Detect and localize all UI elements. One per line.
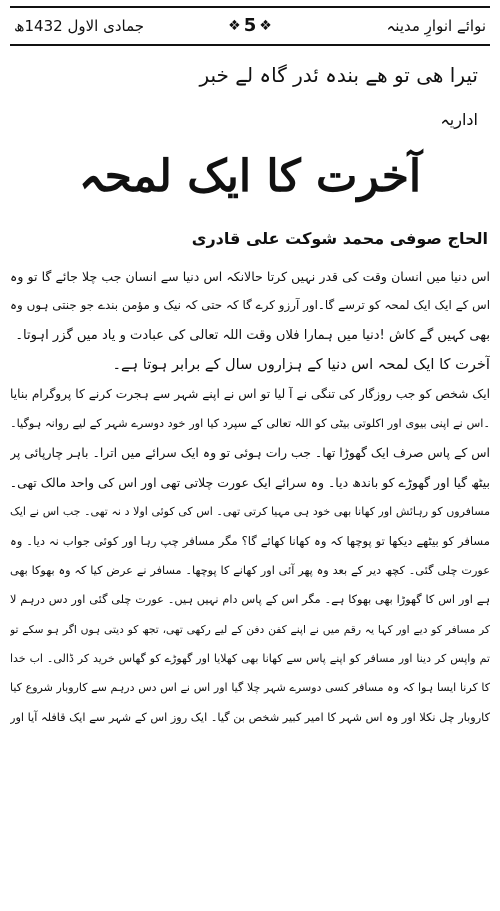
article-body bbox=[10, 262, 490, 732]
body-line: تم واپس کر دینا اور مسافر کو اپنے پاس سے کھانا بھی کھلایا اور گھوڑے کو گھاس خرید کر ڈالی۔ اب خدا bbox=[10, 652, 490, 666]
body-line: اس کے ایک ایک لمحہ کو ترسے گا۔اور آرزو کرے گا کہ حتی کہ نیک و مؤمن بندے جو جنتی ہوں وہ bbox=[10, 298, 490, 313]
verse-line: تیرا ھی تو ھے بندہ ئدر گاہ لے خبر bbox=[199, 63, 478, 87]
ornament-right-icon: ❖ bbox=[259, 18, 272, 34]
page-number: 5 bbox=[243, 15, 257, 36]
body-line: ایک شخص کو جب روزگار کی تنگی نے آ لیا تو اس نے اپنے شہر سے ہجرت کرنے کا پروگرام بنایا bbox=[10, 386, 490, 401]
body-line: اس کے پاس صرف ایک گھوڑا تھا۔ جب رات ہوئی تو وہ ایک سرائے میں اترا۔ باہر چارپائی پر bbox=[10, 445, 490, 461]
body-line: ہے اور اس کا گھوڑا بھی بھوکا ہے۔ مگر اس کے پاس دام نہیں ہیں۔ عورت چلی گئی اور دس درہم لا bbox=[10, 593, 490, 607]
body-line: ۔اس نے اپنی بیوی اور اکلوتی بیٹی کو اللہ تعالی کے سپرد کیا اور خود دوسرے شہر کے لیے روانہ ہوگیا۔ bbox=[10, 416, 490, 430]
body-line: مسافر کو بیٹھے دیکھا تو پوچھا کہ وہ کھانا کھائے گا؟ مگر مسافر چپ رہا اور کوئی جواب نہ دیا۔ وہ bbox=[10, 533, 490, 548]
page-header bbox=[10, 6, 490, 46]
article-author: الحاج صوفی محمد شوکت علی قادری bbox=[191, 229, 488, 248]
body-line: بھی کہیں گے کاش !دنیا میں ہمارا فلاں وقت اللہ تعالی کی عبادت و یاد میں گزر اہوتا۔ bbox=[15, 327, 490, 343]
body-line: کر مسافر کو دیے اور کہا یہ رقم میں نے اپنے کفن دفن کے لیے رکھی تھی، تجھ کو دیتی ہوں اگر ہو سکے تو bbox=[10, 622, 490, 636]
body-line: کاروبار چل نکلا اور وہ اس شہر کا امیر کبیر شخص بن گیا۔ ایک روز اس کے شہر سے ایک قافلہ آیا اور bbox=[10, 710, 490, 724]
body-line: مسافروں کو رہائش اور کھانا بھی خود ہی مہیا کرتی تھی۔ اس کی کوئی اولا د نہ تھی۔ جب اس نے ایک bbox=[10, 505, 490, 519]
magazine-name: نوائے انوارِ مدینہ bbox=[386, 17, 486, 35]
issue-date: جمادی الاول 1432ھ bbox=[14, 17, 145, 35]
body-line: کا کرنا ایسا ہوا کہ وہ مسافر کسی دوسرے شہر چلا گیا اور اس نے اس دس درہم سے کاروبار شروع کیا bbox=[10, 681, 490, 695]
article-title: آخرت کا ایک لمحہ bbox=[78, 151, 422, 202]
body-line: اس دنیا میں انسان وقت کی قدر نہیں کرتا حالانکہ اس دنیا سے انسان جب چلا جائے گا تو وہ bbox=[10, 269, 490, 284]
ornament-left-icon: ❖ bbox=[228, 18, 241, 34]
section-label: اداریہ bbox=[440, 110, 478, 129]
body-line: بیٹھ گیا اور گھوڑے کو باندھ دیا۔ وہ سرائے ایک عورت چلاتی تھی اور اس کی واحد مالک تھی۔ bbox=[10, 474, 490, 490]
body-line: آخرت کا ایک لمحہ اس دنیا کے ہزاروں سال کے برابر ہوتا ہے۔ bbox=[112, 356, 490, 374]
page-number-badge bbox=[216, 12, 284, 40]
body-line: عورت چلی گئی۔ کچھ دیر کے بعد وہ پھر آئی اور کھانے کا پوچھا۔ مسافر نے عرض کیا کہ وہ بھوکا بھی bbox=[10, 563, 490, 577]
